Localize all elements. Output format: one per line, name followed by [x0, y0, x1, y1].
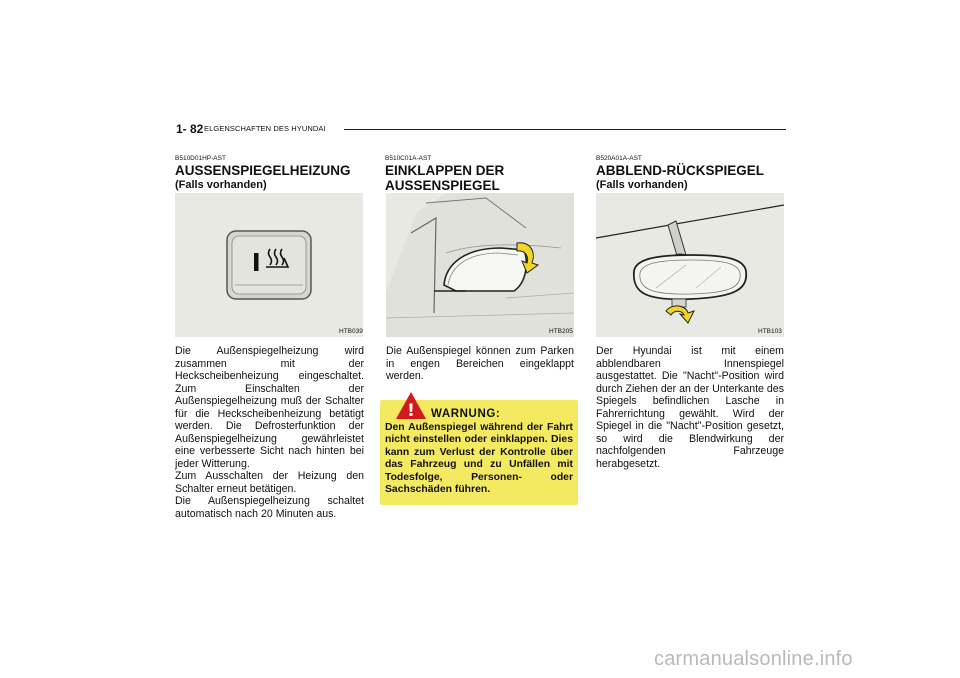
body-text-folding: Die Außenspiegel können zum Parken in engen Bereichen eingeklappt werden.	[386, 345, 574, 382]
warning-symbol: !	[407, 401, 415, 419]
watermark: carmanualsonline.info	[654, 648, 853, 670]
defroster-switch-illustration	[175, 193, 363, 337]
column-folding-mirrors	[385, 155, 573, 193]
body-text-heating: Die Außenspiegelheizung wird zusammen mit der Heckscheibenheizung eingeschaltet. Zum Einschalten der Außenspiegelheizung muß der Schalter für die Heckscheibenheizung betätigt werden. Die Defrosterfunktion der Außenspiegelheizung gewährleistet eine verbesserte Sicht nach hinten bei jeder Witterung. Zum Ausschalten der Heizung den Schalter erneut betätigen. Die Außenspiegelheizung schaltet automatisch nach 20 Minuten aus.	[175, 345, 364, 520]
figure-rear-view-mirror	[596, 193, 784, 337]
figure-folding-mirror	[386, 193, 574, 337]
section-heading: AUSSENSPIEGELHEIZUNG	[175, 163, 351, 178]
section-subtitle: (Falls vorhanden)	[175, 179, 267, 191]
page-header	[176, 122, 786, 138]
page-number: 1- 82	[176, 122, 204, 136]
header-rule	[344, 129, 786, 130]
figure-label: HTB103	[758, 328, 782, 335]
section-heading: ABBLEND-RÜCKSPIEGEL	[596, 163, 765, 178]
section-heading-line1: EINKLAPPEN DER	[385, 163, 505, 178]
warning-text: Den Außenspiegel während der Fahrt nicht einstellen oder einklappen. Dies kann zum Verlust der Kontrolle über das Fahrzeug und zu Unfällen mit Todesfolge, Personen- oder Sachschäden führen.	[385, 422, 573, 496]
warning-triangle-icon	[396, 392, 426, 419]
section-code: B520A01A-AST	[596, 155, 642, 162]
section-code: B510C01A-AST	[385, 155, 432, 162]
section-title: ELGENSCHAFTEN DES HYUNDAI	[204, 124, 326, 133]
figure-label: HTB205	[549, 328, 573, 335]
section-code: B510D01HP-AST	[175, 155, 226, 162]
warning-title: WARNUNG:	[431, 408, 501, 420]
column-mirror-heating	[175, 155, 363, 192]
section-heading-line2: AUSSENSPIEGEL	[385, 178, 500, 193]
folding-mirror-illustration	[386, 193, 574, 337]
dimming-tab-arrow-icon	[666, 306, 694, 323]
body-text-dimming: Der Hyundai ist mit einem abblendbaren Innenspiegel ausgestattet. Die "Nacht"-Position wird durch Ziehen der an der Unterkante des Spiegels befindlichen Lasche in Fahrerrichtung gewählt. Wird der Spiegel in die "Nacht"-Position gesetzt, so wird die Blendwirkung der nachfolgenden Fahrzeuge herabgesetzt.	[596, 345, 784, 470]
figure-label: HTB039	[339, 328, 363, 335]
section-subtitle: (Falls vorhanden)	[596, 179, 688, 191]
warning-box	[380, 400, 578, 505]
rear-view-mirror-illustration	[596, 193, 784, 337]
figure-defroster-switch	[175, 193, 363, 337]
column-dimming-mirror	[596, 155, 784, 192]
mirror-body	[634, 255, 746, 299]
